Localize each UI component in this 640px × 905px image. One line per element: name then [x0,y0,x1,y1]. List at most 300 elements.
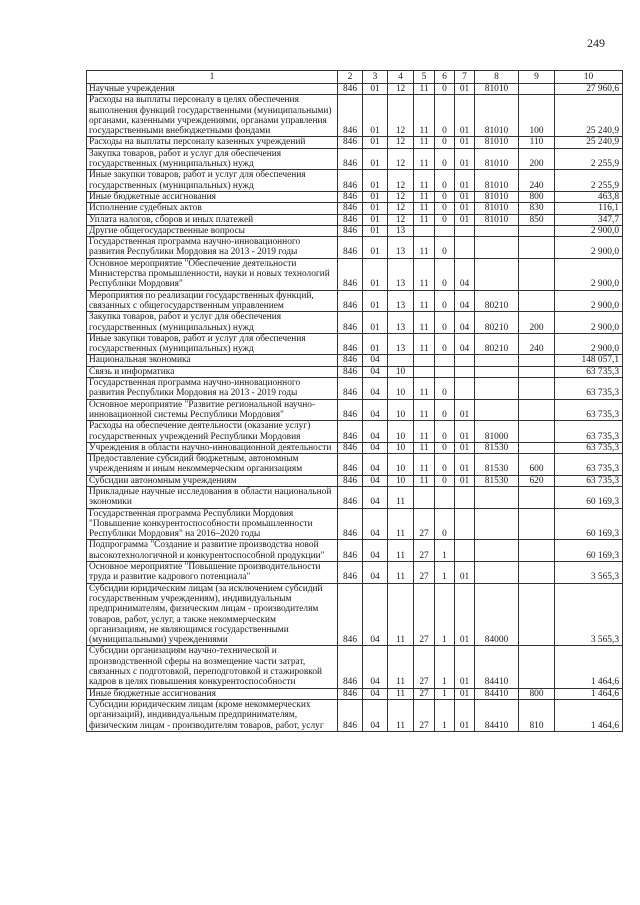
code-cell [475,562,519,584]
header-cell: 6 [435,71,455,84]
code-cell: 04 [363,583,388,646]
code-cell: 10 [388,421,414,443]
code-cell: 10 [388,378,414,400]
table-row [87,562,623,584]
code-cell: 10 [388,399,414,421]
code-cell: 0 [435,378,455,400]
code-cell [519,442,555,453]
code-cell [519,225,555,236]
table-row [87,258,623,290]
code-cell: 81530 [475,454,519,476]
code-cell [519,355,555,366]
code-cell: 1 [435,540,455,562]
code-cell: 01 [455,137,475,148]
code-cell: 04 [363,355,388,366]
row-name: Иные бюджетные ассигнования [87,688,338,699]
code-cell: 240 [519,333,555,355]
code-cell: 84000 [475,583,519,646]
code-cell [475,366,519,377]
code-cell: 0 [435,475,455,486]
code-cell [455,378,475,400]
code-cell: 81010 [475,84,519,95]
amount-cell: 2 900,0 [555,258,623,290]
code-cell: 12 [388,214,414,225]
code-cell [475,378,519,400]
row-name: Основное мероприятие "Повышение производительности труда и развитие кадрового потенциала" [87,562,338,584]
code-cell: 80210 [475,312,519,334]
code-cell [519,290,555,312]
code-cell: 04 [363,540,388,562]
code-cell: 11 [414,84,435,95]
code-cell: 01 [363,203,388,214]
header-cell: 9 [519,71,555,84]
code-cell: 846 [338,475,363,486]
code-cell: 0 [435,237,455,259]
code-cell [519,399,555,421]
code-cell: 846 [338,562,363,584]
code-cell [519,258,555,290]
code-cell: 27 [414,562,435,584]
amount-cell: 2 255,9 [555,170,623,192]
table-row [87,95,623,137]
table-row [87,688,623,699]
code-cell: 04 [363,442,388,453]
table-row [87,312,623,334]
amount-cell: 2 900,0 [555,290,623,312]
code-cell: 0 [435,148,455,170]
code-cell: 11 [414,137,435,148]
table-row [87,366,623,377]
code-cell: 846 [338,137,363,148]
code-cell: 13 [388,290,414,312]
code-cell: 11 [414,258,435,290]
code-cell: 04 [455,333,475,355]
amount-cell: 27 960,6 [555,84,623,95]
code-cell: 0 [435,258,455,290]
amount-cell: 63 735,3 [555,442,623,453]
table-row [87,214,623,225]
code-cell: 846 [338,225,363,236]
header-cell: 7 [455,71,475,84]
code-cell: 04 [363,378,388,400]
code-cell: 240 [519,170,555,192]
code-cell: 0 [435,442,455,453]
code-cell [475,486,519,508]
amount-cell: 1 464,6 [555,646,623,688]
code-cell: 846 [338,191,363,202]
code-cell [475,508,519,540]
table-row [87,399,623,421]
code-cell: 846 [338,399,363,421]
code-cell: 0 [435,214,455,225]
code-cell: 110 [519,137,555,148]
amount-cell: 63 735,3 [555,399,623,421]
code-cell: 0 [435,84,455,95]
code-cell: 810 [519,699,555,731]
table-row [87,237,623,259]
code-cell: 01 [455,475,475,486]
code-cell: 04 [363,646,388,688]
code-cell: 846 [338,508,363,540]
code-cell: 01 [363,290,388,312]
code-cell [455,508,475,540]
table-row [87,540,623,562]
row-name: Иные закупки товаров, работ и услуг для обеспечения государственных (муниципальных) нужд [87,170,338,192]
code-cell: 11 [388,486,414,508]
table-row [87,508,623,540]
code-cell: 846 [338,699,363,731]
code-cell: 12 [388,203,414,214]
code-cell: 04 [363,699,388,731]
row-name: Прикладные научные исследования в области национальной экономики [87,486,338,508]
code-cell: 0 [435,508,455,540]
code-cell: 846 [338,646,363,688]
code-cell: 846 [338,366,363,377]
header-cell: 10 [555,71,623,84]
table-row [87,475,623,486]
code-cell: 27 [414,540,435,562]
code-cell [519,486,555,508]
code-cell: 100 [519,95,555,137]
amount-cell: 2 900,0 [555,225,623,236]
table-row [87,84,623,95]
amount-cell: 116,1 [555,203,623,214]
amount-cell: 63 735,3 [555,366,623,377]
table-row [87,442,623,453]
code-cell: 1 [435,583,455,646]
code-cell: 13 [388,333,414,355]
code-cell: 27 [414,688,435,699]
code-cell: 11 [414,421,435,443]
code-cell: 800 [519,688,555,699]
code-cell: 01 [363,333,388,355]
code-cell: 01 [455,148,475,170]
code-cell: 81010 [475,191,519,202]
row-name: Научные учреждения [87,84,338,95]
amount-cell: 3 565,3 [555,562,623,584]
code-cell: 01 [363,237,388,259]
code-cell: 846 [338,333,363,355]
code-cell: 11 [388,508,414,540]
table-row [87,486,623,508]
table-row [87,699,623,731]
code-cell: 84410 [475,646,519,688]
code-cell: 12 [388,170,414,192]
code-cell: 04 [455,258,475,290]
row-name: Закупка товаров, работ и услуг для обеспечения государственных (муниципальных) нужд [87,148,338,170]
code-cell: 04 [363,508,388,540]
code-cell: 04 [455,312,475,334]
code-cell: 846 [338,237,363,259]
code-cell: 01 [455,191,475,202]
code-cell: 11 [414,214,435,225]
code-cell: 01 [363,148,388,170]
code-cell [519,562,555,584]
code-cell: 11 [414,399,435,421]
amount-cell: 2 900,0 [555,333,623,355]
page-number: 249 [587,36,605,50]
code-cell [519,508,555,540]
row-name: Субсидии организациям научно-технической и производственной сферы на возмещение части затрат, связанных с подготовкой, переподготовкой и стажировкой кадров в целях повышения конкурентоспособности [87,646,338,688]
code-cell: 846 [338,442,363,453]
code-cell: 04 [363,475,388,486]
code-cell: 12 [388,148,414,170]
code-cell: 01 [363,225,388,236]
code-cell: 200 [519,148,555,170]
code-cell: 11 [414,203,435,214]
code-cell: 01 [455,84,475,95]
row-name: Подпрограмма "Создание и развитие производства новой высокотехнологичной и конкурентоспособной продукции" [87,540,338,562]
code-cell: 13 [388,225,414,236]
table-row [87,191,623,202]
code-cell: 84410 [475,699,519,731]
table-row [87,421,623,443]
code-cell: 13 [388,258,414,290]
code-cell: 01 [363,258,388,290]
code-cell: 01 [455,454,475,476]
table-row [87,355,623,366]
code-cell [455,366,475,377]
code-cell [475,237,519,259]
code-cell: 80210 [475,333,519,355]
code-cell: 81010 [475,95,519,137]
row-name: Учреждения в области научно-инновационной деятельности [87,442,338,453]
code-cell [435,366,455,377]
row-name: Расходы на выплаты персоналу казенных учреждений [87,137,338,148]
code-cell: 846 [338,258,363,290]
amount-cell: 63 735,3 [555,378,623,400]
code-cell [519,366,555,377]
code-cell: 27 [414,508,435,540]
code-cell: 10 [388,442,414,453]
code-cell: 11 [414,333,435,355]
code-cell: 04 [363,486,388,508]
code-cell: 846 [338,378,363,400]
code-cell: 850 [519,214,555,225]
code-cell [435,225,455,236]
code-cell: 11 [414,312,435,334]
code-cell: 01 [363,84,388,95]
amount-cell: 60 169,3 [555,540,623,562]
code-cell: 11 [414,378,435,400]
code-cell: 11 [388,699,414,731]
code-cell: 01 [455,646,475,688]
amount-cell: 25 240,9 [555,95,623,137]
header-cell: 1 [87,71,338,84]
code-cell: 1 [435,646,455,688]
code-cell: 11 [414,290,435,312]
code-cell: 846 [338,688,363,699]
code-cell: 12 [388,84,414,95]
code-cell: 846 [338,486,363,508]
code-cell: 1 [435,688,455,699]
code-cell [519,421,555,443]
table-body [87,84,623,732]
code-cell: 11 [414,475,435,486]
code-cell: 846 [338,170,363,192]
code-cell: 10 [388,454,414,476]
code-cell: 600 [519,454,555,476]
code-cell: 830 [519,203,555,214]
code-cell: 11 [388,562,414,584]
code-cell: 04 [363,688,388,699]
code-cell [414,366,435,377]
code-cell: 0 [435,333,455,355]
amount-cell: 63 735,3 [555,421,623,443]
code-cell: 04 [455,290,475,312]
row-name: Мероприятия по реализации государственных функций, связанных с общегосударственным управлением [87,290,338,312]
code-cell: 01 [363,214,388,225]
code-cell: 11 [414,170,435,192]
amount-cell: 148 057,1 [555,355,623,366]
code-cell: 04 [363,562,388,584]
header-cell: 2 [338,71,363,84]
code-cell: 10 [388,366,414,377]
amount-cell: 3 565,3 [555,583,623,646]
code-cell: 846 [338,583,363,646]
table-row [87,333,623,355]
code-cell [435,486,455,508]
table-row [87,137,623,148]
code-cell: 01 [455,170,475,192]
code-cell [519,378,555,400]
code-cell [455,237,475,259]
code-cell [435,355,455,366]
row-name: Расходы на выплаты персоналу в целях обеспечения выполнения функций государственными (муниципальными) органами, казенными учреждениями, органами управления государственными внебюджетными фондами [87,95,338,137]
code-cell: 0 [435,170,455,192]
code-cell: 1 [435,699,455,731]
code-cell: 846 [338,540,363,562]
code-cell: 01 [455,214,475,225]
amount-cell: 60 169,3 [555,508,623,540]
code-cell: 01 [455,421,475,443]
row-name: Субсидии автономным учреждениям [87,475,338,486]
code-cell [414,225,435,236]
code-cell: 01 [455,583,475,646]
row-name: Национальная экономика [87,355,338,366]
amount-cell: 60 169,3 [555,486,623,508]
row-name: Государственная программа научно-инновационного развития Республики Мордовия на 2013 - 2019 годы [87,237,338,259]
code-cell [475,225,519,236]
code-cell: 81010 [475,170,519,192]
code-cell: 01 [363,191,388,202]
code-cell: 84410 [475,688,519,699]
header-cell: 8 [475,71,519,84]
code-cell: 11 [414,442,435,453]
code-cell: 12 [388,137,414,148]
code-cell [414,486,435,508]
row-name: Иные закупки товаров, работ и услуг для обеспечения государственных (муниципальных) нужд [87,333,338,355]
code-cell: 01 [455,95,475,137]
row-name: Закупка товаров, работ и услуг для обеспечения государственных (муниципальных) нужд [87,312,338,334]
code-cell [519,540,555,562]
code-cell: 81010 [475,214,519,225]
code-cell: 846 [338,421,363,443]
table-row [87,203,623,214]
code-cell: 81530 [475,475,519,486]
code-cell [475,355,519,366]
code-cell: 0 [435,203,455,214]
code-cell: 0 [435,454,455,476]
code-cell: 81010 [475,148,519,170]
code-cell: 01 [363,137,388,148]
code-cell [414,355,435,366]
code-cell: 13 [388,312,414,334]
amount-cell: 2 900,0 [555,312,623,334]
header-cell: 3 [363,71,388,84]
row-name: Государственная программа научно-инновационного развития Республики Мордовия на 2013 - 2019 годы [87,378,338,400]
header-row [87,71,623,84]
code-cell: 0 [435,421,455,443]
row-name: Субсидии юридическим лицам (кроме некоммерческих организаций), индивидуальным предпринимателям, физическим лицам - производителям товаров, работ, услуг [87,699,338,731]
table-row [87,378,623,400]
code-cell: 12 [388,95,414,137]
code-cell: 11 [388,583,414,646]
code-cell: 846 [338,290,363,312]
code-cell: 80210 [475,290,519,312]
table-row [87,646,623,688]
code-cell: 0 [435,290,455,312]
amount-cell: 347,7 [555,214,623,225]
row-name: Исполнение судебных актов [87,203,338,214]
code-cell [475,399,519,421]
code-cell: 10 [388,475,414,486]
amount-cell: 2 900,0 [555,237,623,259]
code-cell: 846 [338,214,363,225]
amount-cell: 1 464,6 [555,699,623,731]
code-cell [519,646,555,688]
code-cell: 11 [414,237,435,259]
code-cell [455,486,475,508]
table-row [87,225,623,236]
code-cell: 81010 [475,137,519,148]
code-cell: 81530 [475,442,519,453]
code-cell: 846 [338,95,363,137]
row-name: Уплата налогов, сборов и иных платежей [87,214,338,225]
code-cell: 11 [414,148,435,170]
row-name: Субсидии юридическим лицам (за исключением субсидий государственным учреждениям), индивидуальным предпринимателям, физическим лицам - производителям товаров, работ, услуг, а также некоммерческим организациям, не являющимся государственными (муниципальными) учреждениями [87,583,338,646]
code-cell [519,237,555,259]
code-cell: 04 [363,454,388,476]
row-name: Основное мероприятие "Развитие региональной научно-инновационной системы Республики Мордовия" [87,399,338,421]
code-cell: 01 [363,95,388,137]
code-cell: 27 [414,646,435,688]
table-row [87,454,623,476]
code-cell: 81000 [475,421,519,443]
code-cell: 27 [414,699,435,731]
table-row [87,290,623,312]
code-cell [475,540,519,562]
code-cell: 01 [455,699,475,731]
amount-cell: 63 735,3 [555,475,623,486]
amount-cell: 1 464,6 [555,688,623,699]
code-cell [519,583,555,646]
code-cell: 846 [338,355,363,366]
code-cell: 11 [388,688,414,699]
amount-cell: 63 735,3 [555,454,623,476]
code-cell: 0 [435,191,455,202]
code-cell: 01 [363,170,388,192]
code-cell: 200 [519,312,555,334]
row-name: Расходы на обеспечение деятельности (оказание услуг) государственных учреждений Республики Мордовия [87,421,338,443]
code-cell [455,540,475,562]
code-cell: 13 [388,237,414,259]
code-cell: 0 [435,95,455,137]
code-cell: 11 [414,454,435,476]
code-cell: 846 [338,203,363,214]
code-cell: 81010 [475,203,519,214]
code-cell: 12 [388,191,414,202]
